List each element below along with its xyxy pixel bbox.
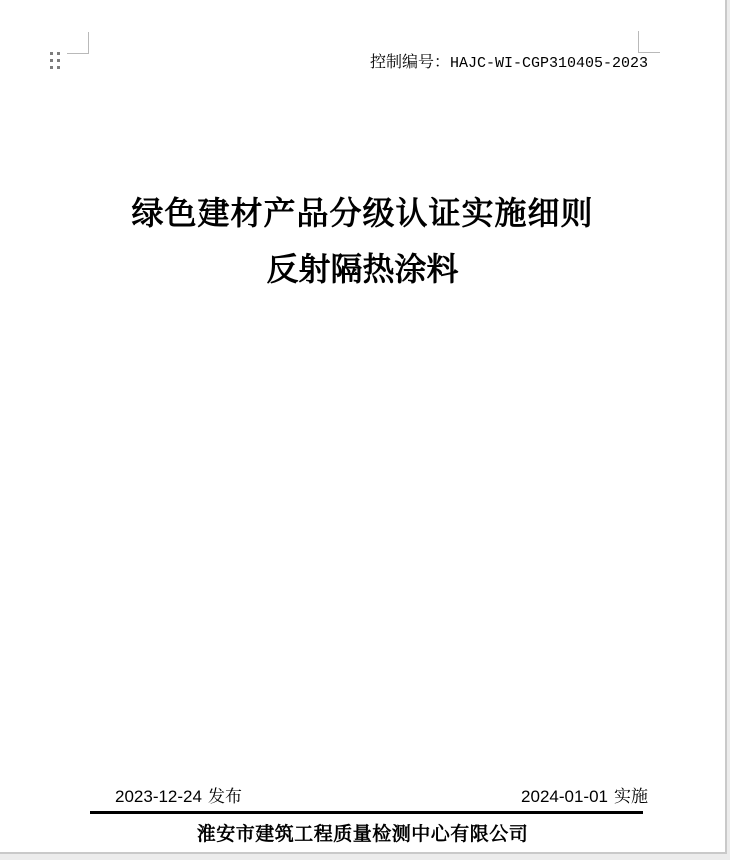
divider-line	[90, 811, 643, 814]
implement-label: 实施	[614, 787, 648, 806]
control-number-code: HAJC-WI-CGP310405-2023	[449, 55, 648, 72]
issue-date: 2023-12-24	[115, 787, 202, 806]
issue-date-group	[115, 787, 242, 807]
implement-date-group	[521, 787, 648, 807]
title-line-1: 绿色建材产品分级认证实施细则	[131, 195, 594, 231]
issue-label: 发布	[207, 787, 242, 806]
document-title	[0, 185, 725, 297]
text-boundary-mark-top-right	[638, 31, 660, 53]
company-name: 淮安市建筑工程质量检测中心有限公司	[196, 824, 529, 845]
dates-row	[115, 787, 648, 807]
control-number-label: 控制编号：	[369, 54, 450, 71]
text-boundary-mark-top-left	[67, 32, 89, 54]
control-number-line	[370, 52, 648, 75]
implement-date: 2024-01-01	[521, 787, 608, 806]
title-line-2: 反射隔热涂料	[266, 251, 459, 287]
drag-handle-icon[interactable]	[50, 52, 61, 70]
